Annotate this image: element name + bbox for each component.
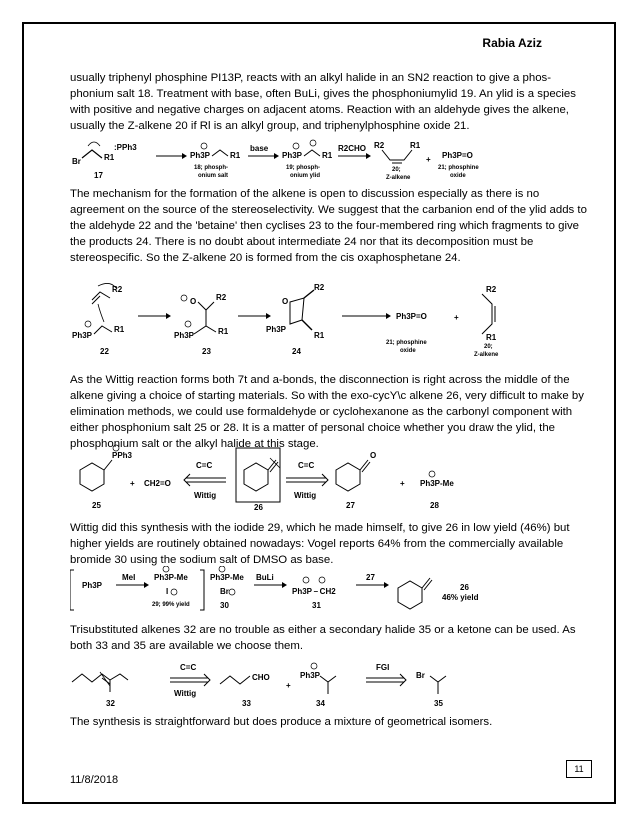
- paragraph-5: Trisubstituted alkenes 32 are no trouble as either a secondary halide 35 or a ketone can be used. As both 33 and 35 are available we choose them.: [70, 624, 576, 652]
- label-20-number: 20;: [484, 344, 493, 350]
- compound-28-label: 28: [430, 501, 439, 510]
- paragraph-2: The mechanism for the formation of the alkene is open to discussion especially as there is no agreement on the source of the stereoselectivity. We suggest that the carbanion end of the ylid adds to the aldehyde 22 and the 'betaine' then cyclises 23 to the four-membered ring which fragments to give the products 24. There is no doubt about intermediate 24 nor that its decomposition must be stereospecific. So the Z-alkene 20 is formed from the cis oxaphosphetane 24.: [70, 188, 587, 264]
- ph3p-label-19: Ph3P: [282, 151, 303, 160]
- cc-disconnection: C=C: [180, 663, 197, 672]
- r2cho-reagent: R2CHO: [338, 144, 367, 153]
- compound-24-label: 24: [292, 347, 301, 356]
- compound-32-label: 32: [106, 699, 115, 708]
- label-21-line1: 21; phosphine: [386, 340, 427, 346]
- ph3pme-29: Ph3P-Me: [154, 573, 188, 582]
- wittig-label-2: Wittig: [294, 491, 317, 500]
- pph3-reagent: :PPh3: [114, 143, 137, 152]
- buli-reagent: BuLi: [256, 573, 274, 582]
- plus-sign-1: +: [130, 479, 135, 488]
- r2-label-22: R2: [112, 285, 123, 294]
- ph3p-label-18: Ph3P: [190, 151, 211, 160]
- page-number: 11: [566, 760, 592, 778]
- label-20-zalkene: Z-alkene: [474, 352, 499, 358]
- paragraph-4: Wittig did this synthesis with the iodide 29, which he made himself, to give 26 in low yield (46%) but higher yields are routinely obtained nowadays: Vogel reports 64% from the commercially available bromide 30 using the sodium salt of DMSO as base.: [70, 522, 570, 566]
- compound-25-label: 25: [92, 501, 101, 510]
- label-19-line1: 19; phosph-: [286, 165, 320, 171]
- author-name: Rabia Aziz: [482, 36, 542, 50]
- cc-disconnection-2: C=C: [298, 461, 315, 470]
- compound-26-label: 26: [254, 503, 263, 512]
- scheme-1-ylid-formation: [70, 138, 590, 184]
- footer-date: 11/8/2018: [70, 774, 119, 786]
- pph3-label-25: PPh3: [112, 451, 133, 460]
- yield-46-label: 46% yield: [442, 593, 479, 602]
- plus-sign: +: [426, 155, 431, 164]
- bromine-label: Br: [72, 157, 81, 166]
- compound-34-label: 34: [316, 699, 325, 708]
- compound-23-label: 23: [202, 347, 211, 356]
- plus-sign-2: +: [400, 479, 405, 488]
- r1-label-18: R1: [230, 151, 241, 160]
- aldehyde-cho: CHO: [252, 673, 270, 682]
- iodide-label: I: [166, 587, 169, 596]
- oxygen-label-24: O: [282, 297, 289, 306]
- bromide-label: Br: [220, 587, 229, 596]
- ph3p-label-23: Ph3P: [174, 331, 195, 340]
- r2-label-20: R2: [486, 285, 497, 294]
- r1-label-19: R1: [322, 151, 333, 160]
- r2-label-24: R2: [314, 283, 325, 292]
- oxygen-label-27: O: [370, 451, 377, 460]
- ph3po-label-21: Ph3P=O: [396, 312, 427, 321]
- label-18-line2: onium salt: [198, 173, 229, 179]
- label-21-line2: oxide: [400, 348, 416, 354]
- ph3p-label-24: Ph3P: [266, 325, 287, 334]
- label-18-line1: 18; phosph-: [194, 165, 228, 171]
- ph3p-label-34: Ph3P: [300, 671, 321, 680]
- ph3po-label: Ph3P=O: [442, 151, 473, 160]
- ylid-31: Ph3P – CH2: [292, 587, 336, 596]
- reagent-27: 27: [366, 573, 375, 582]
- compound-26-product: 26: [460, 583, 469, 592]
- formaldehyde-label: CH2=O: [144, 479, 171, 488]
- ph3pme-30: Ph3P-Me: [210, 573, 244, 582]
- wittig-label: Wittig: [174, 689, 197, 698]
- r2-label-23: R2: [216, 293, 227, 302]
- label-20-zalkene: Z-alkene: [386, 175, 411, 181]
- cc-disconnection-1: C=C: [196, 461, 213, 470]
- r1-label-22: R1: [114, 325, 125, 334]
- paragraph-6: The synthesis is straightforward but does produce a mixture of geometrical isomers.: [70, 716, 493, 728]
- scheme-4-synthesis: [70, 566, 590, 614]
- plus-sign: +: [286, 681, 291, 690]
- scheme-5-trisubstituted: [70, 656, 590, 712]
- label-29-yield: 29; 99% yield: [152, 602, 190, 608]
- base-reagent: base: [250, 144, 269, 153]
- label-21-line1: 21; phosphine: [438, 165, 479, 171]
- fgi-label: FGI: [376, 663, 390, 672]
- wittig-label-1: Wittig: [194, 491, 217, 500]
- r1-label-23: R1: [218, 327, 229, 336]
- compound-35-label: 35: [434, 699, 443, 708]
- compound-31-label: 31: [312, 601, 321, 610]
- label-20-number: 20;: [392, 167, 401, 173]
- oxygen-label-23: O: [190, 297, 197, 306]
- r1-label-20: R1: [410, 141, 421, 150]
- r1-label-24: R1: [314, 331, 325, 340]
- paragraph-1: usually triphenyl phosphine PI13P, reacts with an alkyl halide in an SN2 reaction to give a phos-phonium salt 18. Treatment with base, often BuLi, gives the phosphoniumylid 19. An ylid is a species with positive and negative charges on adjacent atoms. Reaction with an aldehyde gives the alkene, usually the Z-alkene 20 if Rl is an alkyl group, and triphenylphosphine oxide 21.: [70, 72, 576, 132]
- ph3p-label-22: Ph3P: [72, 331, 93, 340]
- scheme-2-mechanism: [70, 280, 590, 360]
- paragraph-3: As the Wittig reaction forms both 7t and a-bonds, the disconnection is right across the middle of the alkene giving a choice of starting materials. So with the exo-cycY\c alkene 26, very difficult to make by elimination methods, we could use formaldehyde or cyclohexanone as the carbonyl component with either phosphonium salt 25 or 28. It is a matter of personal choice whether you draw the ylid, the phosphonium salt or the alkyl halide at this stage.: [70, 374, 584, 450]
- compound-17-label: 17: [94, 171, 103, 180]
- compound-30-label: 30: [220, 601, 229, 610]
- compound-27-label: 27: [346, 501, 355, 510]
- compound-33-label: 33: [242, 699, 251, 708]
- r1-label: R1: [104, 153, 115, 162]
- plus-sign: +: [454, 313, 459, 322]
- r2-label-20: R2: [374, 141, 385, 150]
- bromide-35: Br: [416, 671, 425, 680]
- compound-22-label: 22: [100, 347, 109, 356]
- scheme-3-retrosynthesis: [70, 444, 590, 514]
- label-21-line2: oxide: [450, 173, 466, 179]
- ph3pme-label-28: Ph3P-Me: [420, 479, 454, 488]
- label-19-line2: onium ylid: [290, 173, 320, 179]
- r1-label-20: R1: [486, 333, 497, 342]
- mei-reagent: MeI: [122, 573, 136, 582]
- ph3p-start: Ph3P: [82, 581, 103, 590]
